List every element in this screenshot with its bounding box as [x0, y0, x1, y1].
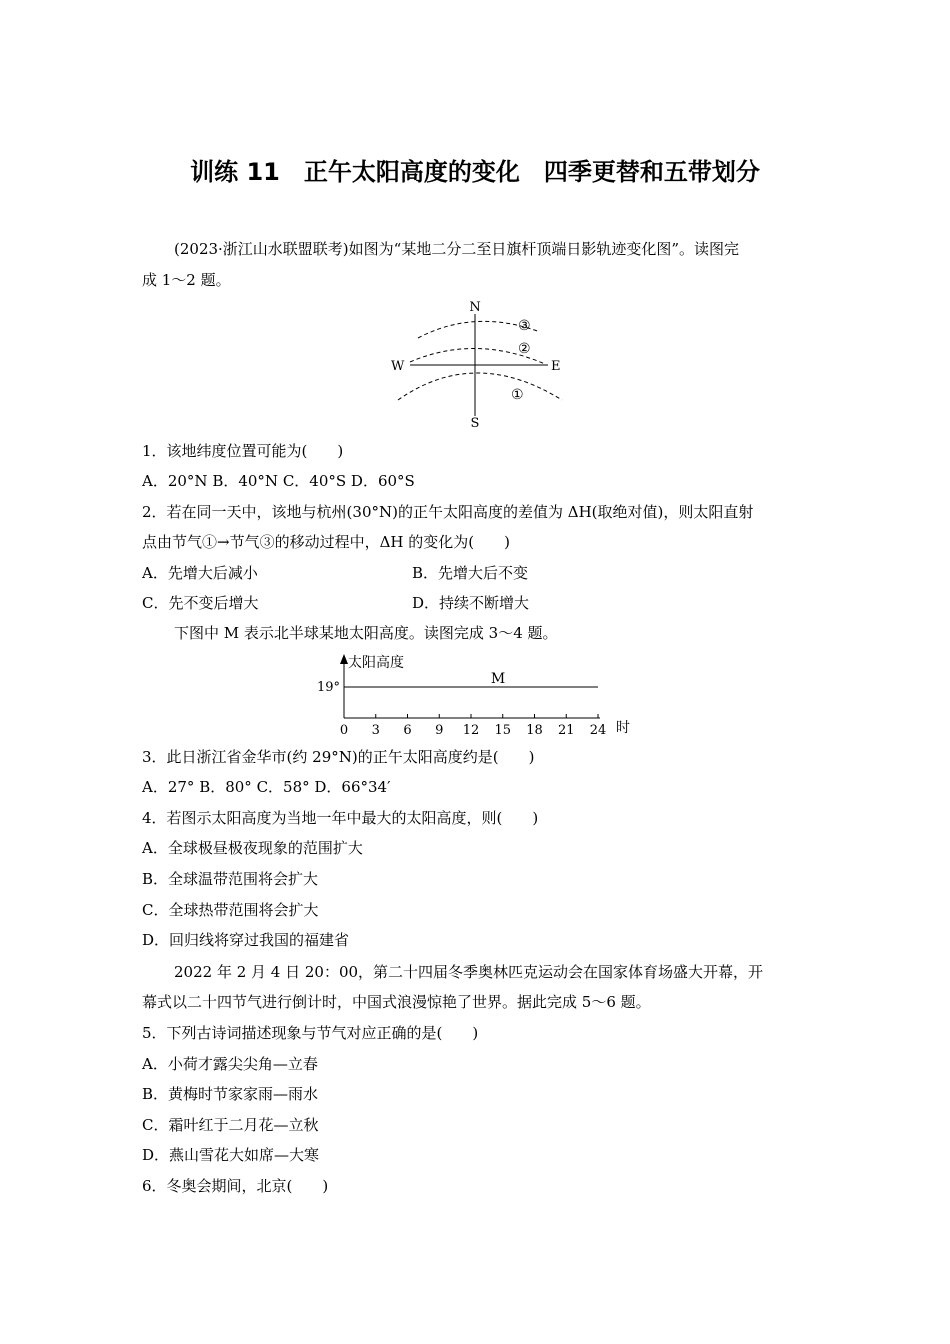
q3-stem: 3．此日浙江省金华市(约 29°N)的正午太阳高度约是( ) [142, 748, 535, 766]
q5-option-b: B．黄梅时节家家雨—雨水 [142, 1085, 319, 1103]
label-curve-3: ③ [518, 318, 531, 334]
shadow-trajectory-diagram [380, 296, 580, 434]
x-tick-label-9: 9 [435, 723, 444, 738]
sun-altitude-chart [310, 650, 640, 742]
label-e: E [551, 359, 561, 374]
q2-line-1: 2．若在同一天中，该地与杭州(30°N)的正午太阳高度的差值为 ΔH(取绝对值)，则太阳直射 [142, 503, 754, 521]
y-axis-label: 太阳高度 [348, 655, 404, 671]
q4-option-a: A．全球极昼极夜现象的范围扩大 [142, 839, 363, 857]
q4-stem: 4．若图示太阳高度为当地一年中最大的太阳高度，则( ) [142, 809, 539, 827]
q2-option-c: C．先不变后增大 [142, 594, 259, 612]
label-curve-2: ② [518, 341, 531, 357]
q5-option-c: C．霜叶红于二月花—立秋 [142, 1116, 319, 1134]
label-n: N [469, 300, 481, 315]
intro-3-line-2: 幕式以二十四节气进行倒计时，中国式浪漫惊艳了世界。据此完成 5～6 题。 [142, 993, 651, 1011]
q5-option-a: A．小荷才露尖尖角—立春 [142, 1055, 318, 1073]
intro-1-line-1: (2023·浙江山水联盟联考)如图为“某地二分二至日旗杆顶端日影轨迹变化图”。读图完 [174, 240, 739, 258]
x-tick-label-0: 0 [339, 723, 349, 738]
q2-option-d: D．持续不断增大 [412, 594, 530, 612]
intro-2: 下图中 M 表示北半球某地太阳高度。读图完成 3～4 题。 [174, 624, 558, 642]
label-curve-1: ① [511, 387, 524, 403]
intro-1-line-2: 成 1～2 题。 [142, 271, 231, 289]
series-label-M: M [490, 671, 506, 687]
y-tick-label: 19° [316, 680, 340, 695]
q3-options: A．27° B．80° C．58° D．66°34′ [142, 778, 391, 796]
y-axis-arrow [340, 654, 348, 664]
x-tick-label-3: 3 [371, 723, 380, 738]
curve-1 [398, 373, 562, 400]
q2-line-2: 点由节气①→节气③的移动过程中，ΔH 的变化为( ) [142, 533, 510, 551]
x-tick-label-18: 18 [526, 723, 543, 738]
label-w: W [391, 359, 405, 374]
x-tick-label-24: 24 [589, 723, 607, 738]
x-tick-label-6: 6 [403, 723, 412, 738]
x-tick-label-12: 12 [462, 723, 480, 738]
q4-option-d: D．回归线将穿过我国的福建省 [142, 931, 350, 949]
q4-option-b: B．全球温带范围将会扩大 [142, 870, 319, 888]
x-tick-label-15: 15 [494, 723, 512, 738]
q5-option-d: D．燕山雪花大如席—大寒 [142, 1146, 320, 1164]
q1-stem: 1．该地纬度位置可能为( ) [142, 442, 344, 460]
q2-option-b: B．先增大后不变 [412, 564, 529, 582]
label-s: S [470, 416, 480, 431]
q5-stem: 5．下列古诗词描述现象与节气对应正确的是( ) [142, 1024, 479, 1042]
intro-3-line-1: 2022 年 2 月 4 日 20：00，第二十四届冬季奥林匹克运动会在国家体育场盛大开幕，开 [174, 963, 764, 981]
page-title: 训练 11 正午太阳高度的变化 四季更替和五带划分 [190, 158, 760, 186]
q2-option-a: A．先增大后减小 [142, 564, 258, 582]
q1-options: A．20°N B．40°N C．40°S D．60°S [142, 472, 415, 490]
q6-stem: 6．冬奥会期间，北京( ) [142, 1177, 329, 1195]
x-axis-label: 时 [616, 720, 630, 736]
q4-option-c: C．全球热带范围将会扩大 [142, 901, 319, 919]
x-tick-label-21: 21 [557, 723, 575, 738]
